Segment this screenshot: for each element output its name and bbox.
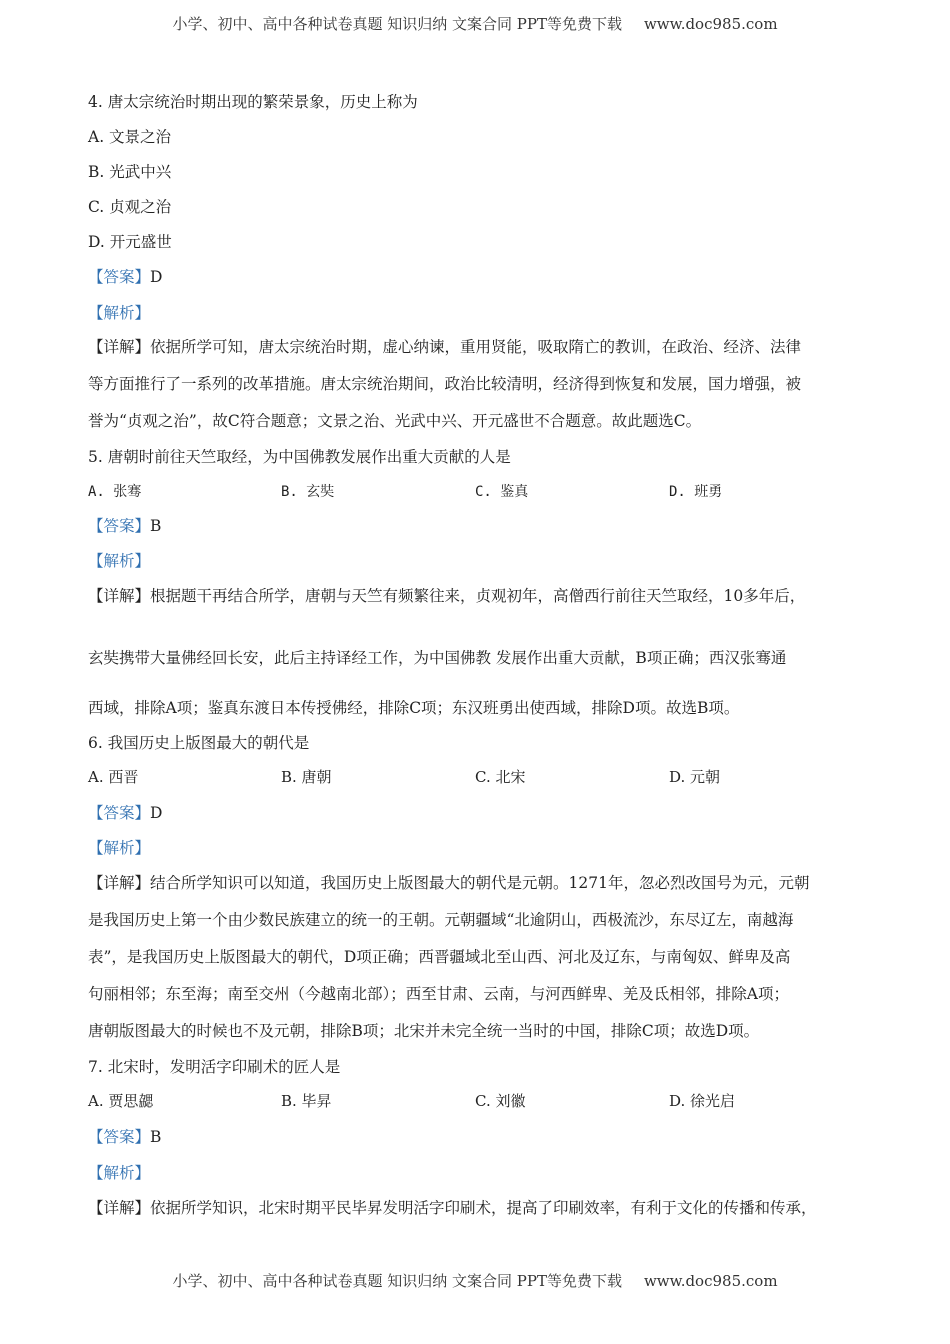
q4-option-a: A. 文景之治 — [88, 128, 172, 146]
q7-detail-line-1 — [88, 1196, 817, 1218]
header-site-link[interactable]: www.doc985.com — [643, 15, 778, 33]
q6-detail-line-1 — [88, 871, 809, 893]
q5-option-c: C. 鉴真 — [475, 484, 529, 500]
q4-detail-line-2: 等方面推行了一系列的改革措施。唐太宗统治期间，政治比较清明，经济得到恢复和发展，国力增强，被 — [88, 375, 802, 393]
footer-site-link[interactable]: www.doc985.com — [643, 1272, 778, 1290]
detail-text: 依据所学可知，唐太宗统治时期，虚心纳谏，重用贤能，吸取隋亡的教训，在政治、经济、法律 — [150, 338, 802, 356]
detail-label: 【详解】 — [88, 338, 151, 356]
q7-stem: 7. 北宋时，发明活字印刷术的匠人是 — [88, 1058, 341, 1076]
page-footer — [0, 1270, 950, 1291]
page-header — [0, 13, 950, 34]
answer-value: D — [150, 804, 163, 822]
q5-option-a: A. 张骞 — [88, 484, 142, 500]
q5-detail-line-3: 西域，排除A项；鉴真东渡日本传授佛经，排除C项；东汉班勇出使西域，排除D项。故选B项。 — [88, 699, 740, 717]
q6-detail-line-2: 是我国历史上第一个由少数民族建立的统一的王朝。元朝疆域“北逾阴山，西极流沙，东尽辽左，南越海 — [88, 911, 794, 929]
q4-detail-line-3: 誉为“贞观之治”，故C符合题意；文景之治、光武中兴、开元盛世不合题意。故此题选C。 — [88, 412, 702, 430]
q6-answer — [88, 801, 162, 823]
q4-option-c: C. 贞观之治 — [88, 198, 172, 216]
q5-stem: 5. 唐朝时前往天竺取经，为中国佛教发展作出重大贡献的人是 — [88, 448, 511, 466]
q6-detail-line-4: 句丽相邻；东至海；南至交州（今越南北部）；西至甘肃、云南，与河西鲜卑、羌及氐相邻，排除A项； — [88, 985, 789, 1003]
answer-label: 【答案】 — [88, 268, 151, 286]
answer-value: B — [150, 1128, 162, 1146]
q4-answer — [88, 265, 162, 287]
answer-label: 【答案】 — [88, 1128, 151, 1146]
detail-label: 【详解】 — [88, 1199, 151, 1217]
answer-label: 【答案】 — [88, 804, 151, 822]
detail-label: 【详解】 — [88, 874, 151, 892]
footer-text: 小学、初中、高中各种试卷真题 知识归纳 文案合同 PPT等免费下载 — [172, 1272, 622, 1290]
detail-text: 依据所学知识，北宋时期平民毕昇发明活字印刷术，提高了印刷效率，有利于文化的传播和传承， — [150, 1199, 817, 1217]
q6-option-a: A. 西晋 — [88, 768, 139, 786]
detail-text: 根据题干再结合所学，唐朝与天竺有频繁往来，贞观初年，高僧西行前往天竺取经，10多年后， — [150, 587, 806, 605]
answer-value: B — [150, 517, 162, 535]
q6-option-b: B. 唐朝 — [281, 768, 332, 786]
q6-stem: 6. 我国历史上版图最大的朝代是 — [88, 734, 310, 752]
q7-analysis-label: 【解析】 — [88, 1164, 151, 1182]
q6-analysis-label: 【解析】 — [88, 839, 151, 857]
q7-option-b: B. 毕昇 — [281, 1092, 332, 1110]
q4-option-d: D. 开元盛世 — [88, 233, 172, 251]
q5-option-d: D. 班勇 — [669, 484, 723, 500]
answer-label: 【答案】 — [88, 517, 151, 535]
q5-answer — [88, 514, 161, 536]
detail-text: 结合所学知识可以知道，我国历史上版图最大的朝代是元朝。1271年，忽必烈改国号为元，元朝 — [150, 874, 810, 892]
detail-label: 【详解】 — [88, 587, 151, 605]
q4-detail-line-1 — [88, 335, 801, 357]
q4-stem: 4. 唐太宗统治时期出现的繁荣景象，历史上称为 — [88, 93, 418, 111]
q6-option-d: D. 元朝 — [669, 768, 721, 786]
header-text: 小学、初中、高中各种试卷真题 知识归纳 文案合同 PPT等免费下载 — [172, 15, 622, 33]
q4-option-b: B. 光武中兴 — [88, 163, 172, 181]
q6-option-c: C. 北宋 — [475, 768, 526, 786]
q5-detail-line-1 — [88, 584, 805, 606]
q7-option-c: C. 刘徽 — [475, 1092, 526, 1110]
q5-analysis-label: 【解析】 — [88, 552, 151, 570]
q7-option-d: D. 徐光启 — [669, 1092, 736, 1110]
q4-analysis-label: 【解析】 — [88, 304, 151, 322]
q6-detail-line-3: 表”，是我国历史上版图最大的朝代，D项正确；西晋疆域北至山西、河北及辽东，与南匈奴、鲜卑及高 — [88, 948, 791, 966]
q5-option-b: B. 玄奘 — [281, 484, 335, 500]
q7-option-a: A. 贾思勰 — [88, 1092, 154, 1110]
q6-detail-line-5: 唐朝版图最大的时候也不及元朝，排除B项；北宋并未完全统一当时的中国，排除C项；故选D项。 — [88, 1022, 760, 1040]
q5-detail-line-2: 玄奘携带大量佛经回长安，此后主持译经工作，为中国佛教 发展作出重大贡献，B项正确；西汉张骞通 — [88, 649, 787, 667]
answer-value: D — [150, 268, 163, 286]
q7-answer — [88, 1125, 161, 1147]
